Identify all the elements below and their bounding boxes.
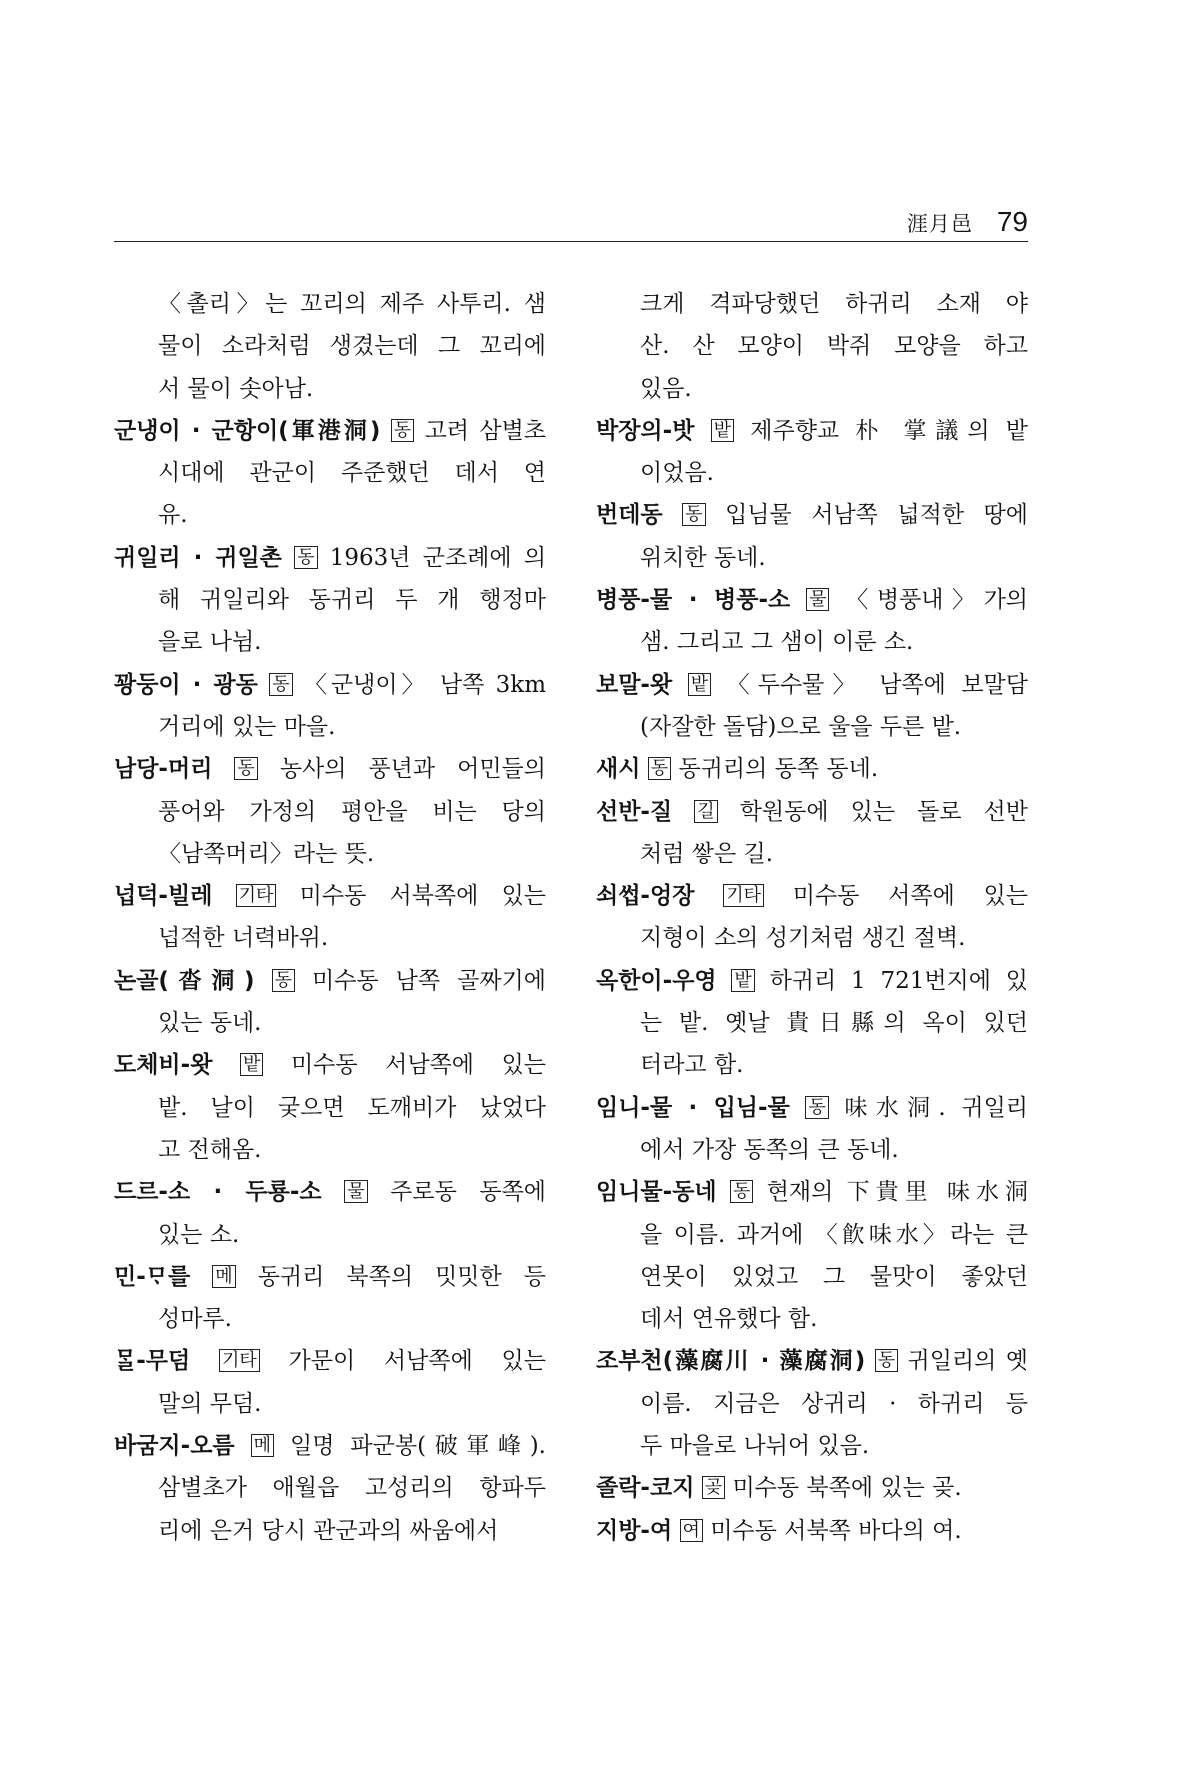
dictionary-entry xyxy=(114,1256,546,1341)
entry-headword: ᄆᆞᆯ-무덤 xyxy=(114,1348,191,1375)
entry-line xyxy=(596,452,1028,494)
entry-headword: 조부천(藻腐川 · 藻腐洞) xyxy=(596,1348,866,1375)
entry-headword: 번데동 xyxy=(596,502,663,529)
entry-text: 일명 파군봉(破軍峰). xyxy=(290,1433,546,1460)
entry-line xyxy=(114,410,546,452)
entry-text: 학원동에 있는 돌로 선반 xyxy=(739,798,1028,825)
dictionary-entry xyxy=(596,410,1028,495)
entry-category-tag: 동 xyxy=(730,1180,753,1203)
entry-text: 물이 소라처럼 생겼는데 그 꼬리에 xyxy=(158,333,546,360)
dictionary-entry xyxy=(114,664,546,749)
entry-line xyxy=(114,1510,546,1552)
entry-category-tag: 기타 xyxy=(723,884,764,907)
entry-line xyxy=(114,917,546,959)
entry-text: 시대에 관군이 주준했던 데서 연 xyxy=(158,460,546,487)
entry-line xyxy=(596,283,1028,325)
entry-text: 두 마을로 나뉘어 있음. xyxy=(640,1433,870,1460)
dictionary-entry xyxy=(596,748,1028,790)
entry-line xyxy=(114,833,546,875)
entry-text: 미수동 서남쪽에 있는 xyxy=(290,1052,546,1079)
dictionary-entry xyxy=(596,791,1028,876)
entry-category-tag: 밭 xyxy=(240,1053,263,1076)
entry-text: 크게 격파당했던 하귀리 소재 야 xyxy=(640,291,1028,317)
entry-line xyxy=(596,1129,1028,1171)
entry-line xyxy=(596,325,1028,367)
entry-line xyxy=(114,1044,546,1086)
entry-line xyxy=(114,368,546,410)
entry-text: 밭. 날이 궂으면 도깨비가 났었다 xyxy=(158,1094,546,1121)
continued-entry xyxy=(596,283,1028,410)
entry-text: 을로 나뉨. xyxy=(158,629,262,656)
entry-line xyxy=(114,748,546,790)
entry-line xyxy=(596,1171,1028,1213)
dictionary-entry xyxy=(596,1087,1028,1172)
entry-line xyxy=(596,1467,1028,1509)
entry-headword: 보말-왓 xyxy=(596,671,673,698)
entry-category-tag: 물 xyxy=(806,588,829,611)
entry-headword: 군냉이 · 군항이(軍港洞) xyxy=(114,417,381,444)
entry-category-tag: 밭 xyxy=(731,969,754,992)
entry-line xyxy=(596,664,1028,706)
entry-text: 샘. 그리고 그 샘이 이룬 소. xyxy=(640,629,914,656)
entry-line xyxy=(114,283,546,325)
entry-line xyxy=(114,579,546,621)
entry-text: 〈군냉이〉 남쪽 3km xyxy=(303,671,546,698)
entry-text: 동귀리의 동쪽 동네. xyxy=(678,756,879,783)
entry-line xyxy=(596,368,1028,410)
entry-line xyxy=(114,452,546,494)
entry-line xyxy=(596,1002,1028,1044)
entry-line xyxy=(596,706,1028,748)
dictionary-entry xyxy=(114,410,546,537)
entry-text: 1963년 군조례에 의 xyxy=(329,544,546,571)
left-column xyxy=(114,283,546,1552)
entry-line xyxy=(596,748,1028,790)
entry-line xyxy=(114,1087,546,1129)
entry-text: (자잘한 돌담)으로 울을 두른 밭. xyxy=(640,713,962,740)
entry-line xyxy=(114,1425,546,1467)
entry-line xyxy=(114,875,546,917)
entry-text: 을 이름. 과거에 〈飮味水〉라는 큰 xyxy=(640,1221,1028,1248)
section-title: 涯月邑 xyxy=(906,212,973,236)
entry-headword: 논골(沓洞) xyxy=(114,967,255,994)
dictionary-entry xyxy=(596,494,1028,579)
entry-text: 해 귀일리와 동귀리 두 개 행정마 xyxy=(158,587,546,614)
dictionary-entry xyxy=(114,875,546,960)
entry-line xyxy=(596,1383,1028,1425)
entry-text: 있음. xyxy=(640,375,692,402)
entry-text: 말의 무덤. xyxy=(158,1390,262,1417)
entry-line xyxy=(114,791,546,833)
entry-line xyxy=(114,1256,546,1298)
entry-text: 고 전해옴. xyxy=(158,1136,262,1163)
entry-text: 〈두수물〉 남쪽에 보말담 xyxy=(726,671,1028,698)
entry-category-tag: 여 xyxy=(680,1519,703,1542)
entry-line xyxy=(596,1214,1028,1256)
entry-category-tag: 기타 xyxy=(219,1349,260,1372)
dictionary-entry xyxy=(114,960,546,1045)
entry-headword: 쇠썹-엉장 xyxy=(596,883,695,910)
entry-line xyxy=(596,1340,1028,1382)
entry-text: 농사의 풍년과 어민들의 xyxy=(279,756,546,783)
entry-line xyxy=(114,1002,546,1044)
entry-line xyxy=(114,706,546,748)
entry-line xyxy=(114,960,546,1002)
entry-line xyxy=(596,1510,1028,1552)
entry-line xyxy=(114,494,546,536)
entry-line xyxy=(596,1425,1028,1467)
entry-line xyxy=(596,875,1028,917)
entry-text: 풍어와 가정의 평안을 비는 당의 xyxy=(158,798,546,825)
entry-text: 성마루. xyxy=(158,1306,232,1333)
entry-text: 주로동 동쪽에 xyxy=(390,1179,546,1206)
entry-headword: 도체비-왓 xyxy=(114,1052,213,1079)
entry-text: 미수동 서북쪽 바다의 여. xyxy=(710,1517,962,1544)
dictionary-entry xyxy=(596,1340,1028,1467)
entry-text: 서 물이 솟아남. xyxy=(158,375,314,402)
entry-text: 데서 연유했다 함. xyxy=(640,1306,818,1333)
entry-headword: 남당-머리 xyxy=(114,756,213,783)
entry-headword: 임니-물 · 입님-물 xyxy=(596,1094,790,1121)
entry-text: 에서 가장 동쪽의 큰 동네. xyxy=(640,1136,899,1163)
entry-line xyxy=(114,621,546,663)
entry-text: 제주향교 朴 掌議의 밭 xyxy=(750,417,1028,444)
entry-line xyxy=(114,664,546,706)
entry-line xyxy=(596,833,1028,875)
entry-line xyxy=(596,1256,1028,1298)
entry-line xyxy=(596,1298,1028,1340)
entry-line xyxy=(114,1129,546,1171)
entry-text: 넙적한 너력바위. xyxy=(158,925,329,952)
entry-text: 현재의 下貴里 味水洞 xyxy=(766,1179,1028,1206)
entry-line xyxy=(596,1087,1028,1129)
entry-line xyxy=(596,410,1028,452)
entry-line xyxy=(114,1298,546,1340)
entry-text: 유. xyxy=(158,502,188,529)
entry-headword: 선반-질 xyxy=(596,798,673,825)
entry-headword: 임니물-동네 xyxy=(596,1179,717,1206)
dictionary-entry xyxy=(114,1171,546,1256)
entry-text: 이름. 지금은 상귀리 · 하귀리 등 xyxy=(640,1390,1028,1417)
entry-text: 는 밭. 옛날 貴日縣의 옥이 있던 xyxy=(640,1010,1028,1037)
entry-text: 味水洞. 귀일리 xyxy=(844,1094,1028,1121)
entry-category-tag: 동 xyxy=(805,1096,828,1119)
entry-category-tag: 밭 xyxy=(688,673,711,696)
entry-headword: 귀일리 · 귀일촌 xyxy=(114,544,282,571)
entry-headword: 박장의-밧 xyxy=(596,417,695,444)
entry-headword: 옥한이-우영 xyxy=(596,967,717,994)
entry-headword: 새시 xyxy=(596,756,641,783)
entry-text: 터라고 함. xyxy=(640,1052,744,1079)
entry-category-tag: 동 xyxy=(272,969,295,992)
entry-category-tag: 물 xyxy=(344,1180,367,1203)
entry-text: 〈촐리〉는 꼬리의 제주 사투리. 샘 xyxy=(158,291,546,317)
entry-headword: 드르-소 · 두룡-소 xyxy=(114,1179,322,1206)
entry-text: 처럼 쌓은 길. xyxy=(640,840,774,867)
entry-text: 미수동 북쪽에 있는 곶. xyxy=(732,1475,962,1502)
entry-line xyxy=(114,1214,546,1256)
entry-line xyxy=(114,325,546,367)
dictionary-entry xyxy=(114,1044,546,1171)
dictionary-entry xyxy=(596,1171,1028,1340)
dictionary-entry xyxy=(596,875,1028,960)
entry-text: 지형이 소의 성기처럼 생긴 절벽. xyxy=(640,925,966,952)
entry-headword: 지방-여 xyxy=(596,1517,673,1544)
header-rule xyxy=(114,241,1028,242)
entry-line xyxy=(596,494,1028,536)
entry-text: 가문이 서남쪽에 있는 xyxy=(288,1348,546,1375)
entry-line xyxy=(114,1340,546,1382)
entry-headword: 병풍-물 · 병풍-소 xyxy=(596,587,791,614)
entry-text: 있는 소. xyxy=(158,1221,240,1248)
entry-text: 〈병풍내〉가의 xyxy=(845,587,1028,614)
entry-category-tag: 동 xyxy=(682,503,705,526)
entry-text: 귀일리의 옛 xyxy=(907,1348,1028,1375)
entry-line xyxy=(114,1383,546,1425)
dictionary-entry xyxy=(114,1425,546,1552)
entry-category-tag: 동 xyxy=(234,757,257,780)
entry-line xyxy=(596,579,1028,621)
right-column xyxy=(596,283,1028,1552)
entry-text: 삼별초가 애월읍 고성리의 항파두 xyxy=(158,1475,546,1502)
continued-entry xyxy=(114,283,546,410)
entry-line xyxy=(596,537,1028,579)
entry-category-tag: 밭 xyxy=(711,419,734,442)
dictionary-entry xyxy=(596,664,1028,749)
entry-text: 산. 산 모양이 박쥐 모양을 하고 xyxy=(640,333,1028,360)
entry-category-tag: 메 xyxy=(212,1265,235,1288)
entry-category-tag: 길 xyxy=(694,800,717,823)
entry-line xyxy=(114,1171,546,1213)
entry-text: 거리에 있는 마을. xyxy=(158,713,336,740)
entry-text: 있는 동네. xyxy=(158,1010,262,1037)
entry-line xyxy=(596,621,1028,663)
dictionary-entry xyxy=(596,1510,1028,1552)
entry-headword: 넙덕-빌레 xyxy=(114,883,213,910)
entry-text: 위치한 동네. xyxy=(640,544,766,571)
dictionary-entry xyxy=(596,960,1028,1087)
entry-line xyxy=(596,1044,1028,1086)
entry-line xyxy=(596,791,1028,833)
running-header xyxy=(907,206,1028,238)
dictionary-entry xyxy=(596,1467,1028,1509)
dictionary-entry xyxy=(596,579,1028,664)
entry-category-tag: 기타 xyxy=(236,884,277,907)
entry-line xyxy=(596,917,1028,959)
entry-line xyxy=(114,537,546,579)
entry-text: 리에 은거 당시 관군과의 싸움에서 xyxy=(158,1517,499,1544)
entry-category-tag: 동 xyxy=(294,546,317,569)
dictionary-entry xyxy=(114,1340,546,1425)
entry-text: 미수동 남쪽 골짜기에 xyxy=(312,967,546,994)
entry-text: 미수동 서쪽에 있는 xyxy=(792,883,1028,910)
entry-category-tag: 동 xyxy=(648,757,671,780)
dictionary-entry xyxy=(114,748,546,875)
entry-headword: 바굼지-오름 xyxy=(114,1433,235,1460)
entry-category-tag: 동 xyxy=(269,673,292,696)
entry-headword: 민-ᄆᆞ를 xyxy=(114,1263,191,1290)
entry-text: 고려 삼별초 xyxy=(424,417,546,444)
entry-category-tag: 곶 xyxy=(702,1476,725,1499)
entry-text: 미수동 서북쪽에 있는 xyxy=(299,883,546,910)
entry-headword: 꽝둥이 · 광동 xyxy=(114,671,258,698)
entry-text: 이었음. xyxy=(640,460,714,487)
entry-headword: 졸락-코지 xyxy=(596,1475,695,1502)
entry-text: 연못이 있었고 그 물맛이 좋았던 xyxy=(640,1263,1028,1290)
entry-category-tag: 메 xyxy=(251,1434,274,1457)
page-number: 79 xyxy=(996,206,1028,237)
dictionary-entry xyxy=(114,537,546,664)
entry-category-tag: 동 xyxy=(391,419,414,442)
entry-text: 〈남쪽머리〉라는 뜻. xyxy=(158,840,375,867)
entry-text: 동귀리 북쪽의 밋밋한 등 xyxy=(257,1263,546,1290)
entry-text: 입님물 서남쪽 넓적한 땅에 xyxy=(725,502,1028,529)
entry-category-tag: 동 xyxy=(875,1349,898,1372)
entry-line xyxy=(596,960,1028,1002)
entry-text: 하귀리 1 721번지에 있 xyxy=(769,967,1028,994)
entry-line xyxy=(114,1467,546,1509)
